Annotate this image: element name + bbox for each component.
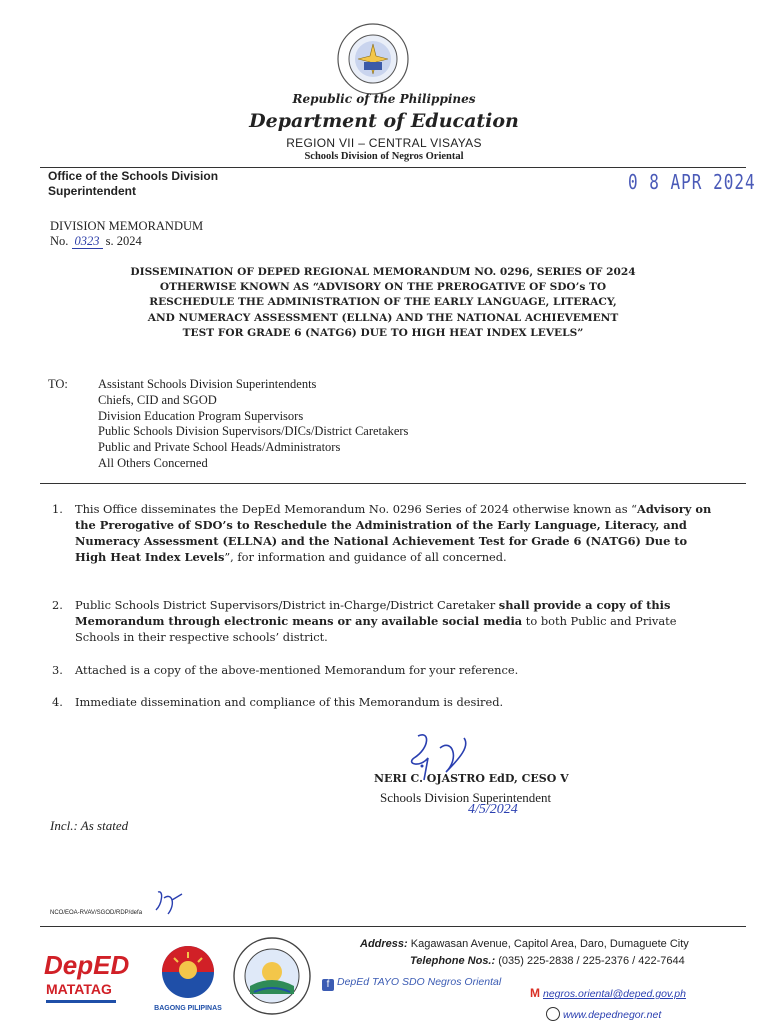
paragraph-text xyxy=(75,501,712,565)
address-label: Address: xyxy=(360,938,408,950)
recipient-item: All Others Concerned xyxy=(98,455,208,470)
text-run: This Office disseminates the DepEd Memorandum No. 0296 Series of 2024 otherwise known as “ xyxy=(75,502,637,516)
header-republic: Republic of the Philippines xyxy=(292,92,476,106)
memo-number: 0323 xyxy=(72,234,103,249)
facebook-icon: f xyxy=(322,979,334,991)
title-line: TEST FOR GRADE 6 (NATG6) DUE TO HIGH HEAT INDEX LEVELS” xyxy=(182,326,584,339)
memo-title xyxy=(60,265,706,341)
recipients-label: TO: xyxy=(48,377,68,391)
paragraph-3 xyxy=(52,662,712,678)
paragraph-text: Immediate dissemination and compliance of this Memorandum is desired. xyxy=(75,695,504,709)
website-link[interactable]: www.depednegor.net xyxy=(563,1009,662,1021)
recipient-item: Public Schools Division Supervisors/DICs/District Caretakers xyxy=(98,424,409,439)
matatag-logo-text: MATATAG xyxy=(46,981,112,997)
recipient-item: Chiefs, CID and SGOD xyxy=(98,392,217,407)
paragraph-number: 1. xyxy=(52,502,63,516)
text-run: to both Public and Private Schools in their respective schools’ district. xyxy=(75,614,677,644)
bagong-pilipinas-logo xyxy=(150,940,226,1014)
facebook-page[interactable]: DepEd TAYO SDO Negros Oriental xyxy=(337,976,502,988)
memo-series: s. 2024 xyxy=(105,234,142,248)
email-link[interactable]: negros.oriental@deped.gov.ph xyxy=(543,988,686,1000)
deped-matatag-logo xyxy=(40,940,140,1010)
memo-no-label: No. xyxy=(50,234,69,248)
recipient-item: Assistant Schools Division Superintendents xyxy=(98,377,317,391)
header-division: Schools Division of Negros Oriental xyxy=(304,151,464,162)
header-divider xyxy=(40,167,746,168)
recipients-list xyxy=(98,377,408,472)
paragraph-number: 2. xyxy=(52,598,63,612)
bagong-pilipinas-text: BAGONG PILIPINAS xyxy=(154,1005,222,1012)
paragraph-4 xyxy=(52,694,712,710)
recipient-item: Division Education Program Supervisors xyxy=(98,408,304,423)
office-line-2: Superintendent xyxy=(48,184,137,198)
deped-logo-text: DepED xyxy=(44,950,130,980)
deped-seal-icon xyxy=(336,22,410,96)
footer-phone xyxy=(410,955,685,967)
text-run: Public Schools District Supervisors/District in-Charge/District Caretaker xyxy=(75,598,499,612)
paragraph-2 xyxy=(52,597,712,645)
phone-label: Telephone Nos.: xyxy=(410,955,496,967)
address-value: Kagawasan Avenue, Capitol Area, Daro, Dumaguete City xyxy=(410,938,689,950)
header-department: Department of Education xyxy=(249,110,519,132)
division-seal-icon xyxy=(232,936,312,1016)
paragraph-number: 4. xyxy=(52,695,63,709)
title-line: OTHERWISE KNOWN AS “ADVISORY ON THE PREROGATIVE OF SDO’s TO xyxy=(159,281,607,294)
memo-type: DIVISION MEMORANDUM xyxy=(50,219,204,233)
footer-email[interactable] xyxy=(530,986,686,1000)
title-line: AND NUMERACY ASSESSMENT (ELLNA) AND THE NATIONAL ACHIEVEMENT xyxy=(147,311,619,324)
gmail-icon: M xyxy=(530,986,540,1000)
recipient-item: Public and Private School Heads/Administrators xyxy=(98,440,341,455)
memo-number-line xyxy=(50,234,203,249)
inclusion-note: Incl.: As stated xyxy=(50,818,129,833)
header-region: REGION VII – CENTRAL VISAYAS xyxy=(286,136,482,150)
bold-run: shall provide a copy of this Memorandum through electronic means or any available social media xyxy=(75,598,671,628)
title-line: RESCHEDULE THE ADMINISTRATION OF THE EARLY LANGUAGE, LITERACY, xyxy=(149,296,617,309)
paragraph-number: 3. xyxy=(52,663,63,677)
footer-address xyxy=(360,934,689,955)
bold-run: Advisory on the Prerogative of SDO’s to Reschedule the Administration of the Early Language, Literacy, and Numeracy Assessment (ELLNA) and the National Achievement Test for Grade 6 (NATG6) Due to High Heat Index Levels xyxy=(75,502,712,564)
paragraph-text: Attached is a copy of the above-mentioned Memorandum for your reference. xyxy=(75,663,519,677)
footer-website[interactable] xyxy=(546,1007,661,1021)
body-divider xyxy=(40,483,746,484)
signatory-name: NERI C. OJASTRO EdD, CESO V xyxy=(374,772,569,785)
signature-date: 4/5/2024 xyxy=(468,802,518,817)
memo-block xyxy=(50,219,203,249)
reference-code: NCO/EOA-RVAV/SGOD/RDP/defa xyxy=(50,910,143,916)
initials-scrawl-icon xyxy=(150,888,190,918)
signatory-title: Schools Division Superintendent xyxy=(380,790,552,805)
received-date-stamp: 0 8 APR 2024 xyxy=(628,170,756,194)
office-name xyxy=(48,169,218,199)
paragraph-1 xyxy=(52,501,712,565)
footer-divider xyxy=(40,926,746,927)
paragraph-text xyxy=(75,597,712,645)
title-line: DISSEMINATION OF DEPED REGIONAL MEMORANDUM NO. 0296, SERIES OF 2024 xyxy=(130,266,636,278)
office-line-1: Office of the Schools Division xyxy=(48,169,219,183)
globe-icon xyxy=(546,1007,560,1021)
text-run: ”, for information and guidance of all concerned. xyxy=(224,550,507,564)
footer-facebook[interactable] xyxy=(322,976,501,991)
phone-value: (035) 225-2838 / 225-2376 / 422-7644 xyxy=(498,955,685,967)
